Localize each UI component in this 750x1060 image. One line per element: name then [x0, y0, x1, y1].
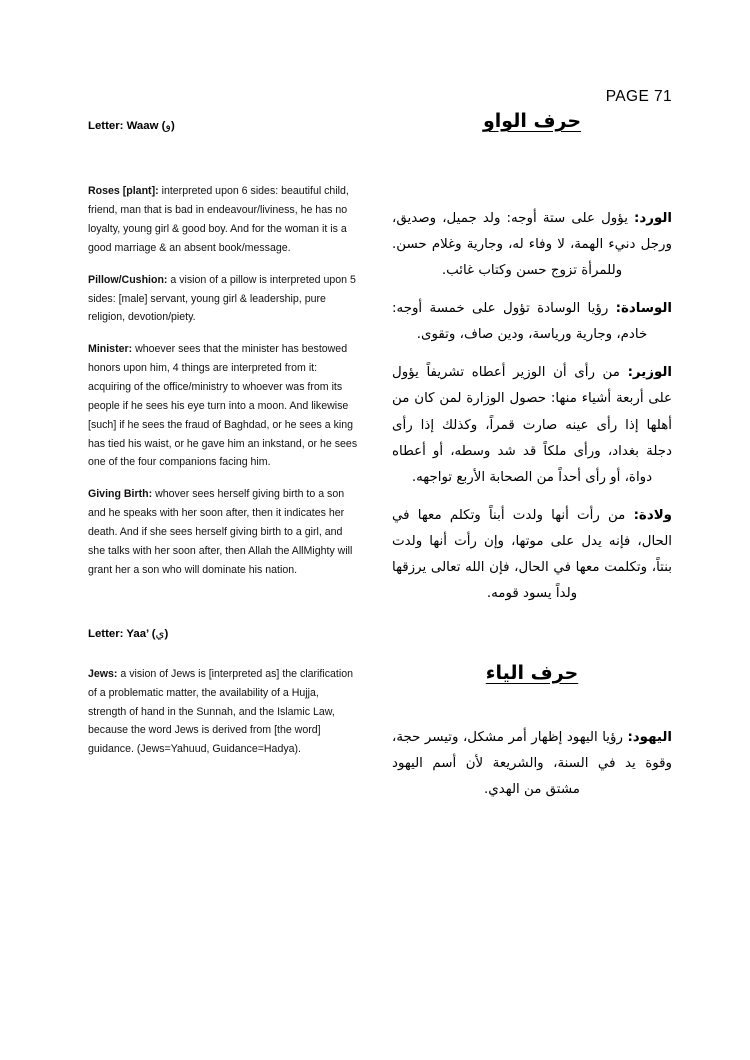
entry-pillow-en: [88, 271, 360, 328]
entry-jews-ar: [392, 725, 672, 803]
entry-minister-term-ar: الوزير:: [627, 365, 672, 381]
entry-roses-ar: [392, 206, 672, 284]
letter-heading-waaw-label: Letter: Waaw (: [88, 120, 166, 132]
entry-giving-birth-en: [88, 485, 360, 579]
spacer: [88, 134, 360, 182]
letter-heading-yaa-glyph: ي: [155, 626, 165, 641]
entry-roses-body-ar: يؤول على ستة أوجه: ولد جميل، وصديق، ورجل دنيء الهمة، لا وفاء له، وجارية وغلام حسن. وللمرأة تزوج حسن وكتاب غائب.: [392, 210, 672, 278]
letter-heading-yaa-label: Letter: Yaa’ (: [88, 628, 156, 641]
arabic-column: [392, 108, 672, 803]
entry-pillow-body-en: a vision of a pillow is interpreted upon 5 sides: [male] servant, young girl & leadership, pure religion, devotion/piety.: [88, 273, 356, 324]
entry-pillow-body-ar: رؤيا الوسادة تؤول على خمسة أوجه: خادم، وجارية ورياسة، ودين صاف، وتقوى.: [392, 300, 648, 343]
letter-heading-waaw-close: ): [170, 120, 175, 132]
arabic-heading-waaw: حرف الواو: [482, 110, 582, 132]
entry-jews-body-en: a vision of Jews is [interpreted as] the clarification of a problematic matter, the availability of a Hujja, strength of hand in the Sunnah, and the Islamic Law, because the word Jews is derived from [the word] guidance. (Jews=Yahuud, Guidance=Hadya).: [88, 667, 353, 756]
entry-roses-term-en: Roses [plant]:: [88, 185, 159, 198]
letter-heading-yaa-close: ): [164, 628, 169, 641]
entry-minister-body-ar: من رأى أن الوزير أعطاه تشريفاً يؤول على أربعة أشياء منها: حصول الوزارة لمن كان من أهلها إذا رأى عينه صارت قمراً، وكذلك إذا رأى دجلة بغداد، ورأى ملكاً قد شد وسطه، أو أعطاه دواة، أو رأى أحداً من الصحابة الأربع تواجهه.: [392, 365, 672, 485]
entry-roses-en: [88, 182, 360, 257]
entry-giving-birth-body-ar: من رأت أنها ولدت أبناً وتكلم معها في الحال، فإنه يدل على موتها، وإن رأت أنها ولدت بنتاً، وتكلمت معها في الحال، فإن الله تعالى يرزقها ولداً يسود قومه.: [392, 507, 672, 602]
english-column: [88, 118, 360, 759]
entry-minister-ar: [392, 360, 672, 491]
entry-jews-term-ar: اليهود:: [627, 730, 672, 746]
entry-jews-en: [88, 665, 360, 759]
page-number: PAGE 71: [605, 88, 672, 105]
spacer: [392, 136, 672, 206]
letter-heading-yaa: [88, 626, 360, 642]
letter-heading-waaw: [88, 118, 360, 134]
entry-giving-birth-ar: [392, 503, 672, 608]
spacer: [392, 608, 672, 660]
entry-minister-body-en: whoever sees that the minister has bestowed honors upon him, 4 things are interpreted from it: acquiring of the office/ministry to whoever was from its people if he sees his eye turn into a moon. And likewise [such] if he sees the fraud of Baghdad, or he sees a king has tied his waist, or he gave him an inkstand, or he sees one of the four companions facing him.: [88, 343, 358, 469]
entry-giving-birth-term-en: Giving Birth:: [88, 488, 153, 501]
spacer: [88, 579, 360, 626]
entry-jews-body-ar: رؤيا اليهود إظهار أمر مشكل، وتيسر حجة، وقوة يد في السنة، والشريعة لأن أسم اليهود مشتق من الهدي.: [392, 730, 672, 798]
letter-heading-waaw-glyph: و: [165, 118, 171, 132]
entry-pillow-term-en: Pillow/Cushion:: [88, 273, 168, 286]
spacer: [392, 687, 672, 725]
entry-pillow-term-ar: الوسادة:: [615, 300, 672, 316]
entry-jews-term-en: Jews:: [88, 667, 118, 680]
entry-roses-body-en: interpreted upon 6 sides: beautiful child, friend, man that is bad in endeavour/liviness, he has no loyalty, young girl & good boy. And for the woman it is a good marriage & an absent book/message.: [88, 185, 349, 254]
spacer: [88, 643, 360, 665]
entry-giving-birth-term-ar: ولادة:: [633, 507, 672, 523]
arabic-heading-yaa: حرف الياء: [485, 661, 579, 684]
entry-roses-term-ar: الورد:: [634, 210, 672, 226]
entry-minister-term-en: Minister:: [88, 343, 133, 356]
entry-pillow-ar: [392, 296, 672, 348]
entry-minister-en: [88, 340, 360, 472]
entry-giving-birth-body-en: whover sees herself giving birth to a son and he speaks with her soon after, then it indicates her death. And if she sees herself giving birth to a girl, and she talks with her soon after, then Allah the AllMighty will grant her a son who will dominate his nation.: [88, 488, 353, 576]
